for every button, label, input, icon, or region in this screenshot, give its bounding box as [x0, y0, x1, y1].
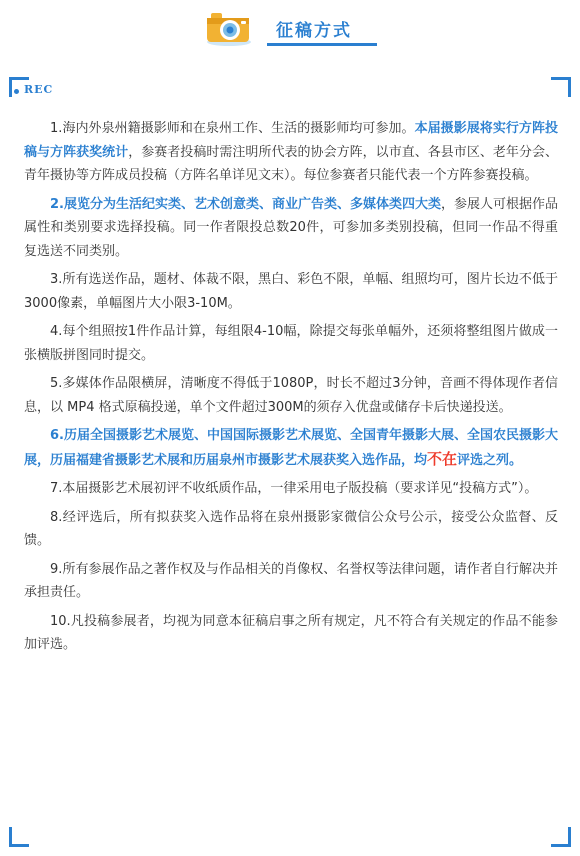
- rule-paragraph-1: [24, 117, 558, 188]
- rule-2-highlight: 2.展览分为生活纪实类、艺术创意类、商业广告类、多媒体类四大类: [50, 196, 441, 212]
- rule-1-highlight: 本届摄影展将实行方阵投稿与方阵获奖统计: [24, 121, 558, 160]
- rule-paragraph-2: [24, 193, 558, 264]
- rule-6-text-end: 评选之列。: [457, 452, 523, 468]
- rule-paragraph-3: 3.所有选送作品，题材、体裁不限，黑白、彩色不限，单幅、组照均可，图片长边不低于3000像素，单幅图片大小限3-10M。: [24, 272, 558, 311]
- rule-6-emphasis: 不在: [427, 449, 458, 468]
- rule-1-text-rest: ，参赛者投稿时需注明所代表的协会方阵，以市直、各县市区、老年分会、青年摄协等方阵成员投稿（方阵名单详见文末）。每位参赛者只能代表一个方阵参赛投稿。: [24, 144, 558, 183]
- camera-icon: [203, 6, 255, 48]
- title-underline: [267, 43, 377, 46]
- frame-corner-bottom-left: [9, 827, 29, 847]
- frame-corner-bottom-right: [551, 827, 571, 847]
- frame-corner-top-right: [551, 77, 571, 97]
- page-title: 征稿方式: [276, 21, 352, 41]
- rule-paragraph-10: 10.凡投稿参展者，均视为同意本征稿启事之所有规定，凡不符合有关规定的作品不能参加评选。: [24, 613, 558, 652]
- rule-1-text: 1.海内外泉州籍摄影师和在泉州工作、生活的摄影师均可参加。: [50, 121, 415, 136]
- section-header: [0, 0, 580, 60]
- rules-content: [24, 117, 558, 662]
- rule-paragraph-9: 9.所有参展作品之著作权及与作品相关的肖像权、名誉权等法律问题，请作者自行解决并承担责任。: [24, 561, 558, 600]
- rec-dot-icon: [14, 89, 19, 94]
- rule-paragraph-8: 8.经评选后，所有拟获奖入选作品将在泉州摄影家微信公众号公示，接受公众监督、反馈。: [24, 509, 558, 548]
- rec-label: REC: [24, 83, 54, 96]
- rule-2-text: ，参展人可根据作品属性和类别要求选择投稿。同一作者限投总数20件，可参加多类别投稿，但同一作品不得重复选送不同类别。: [24, 196, 558, 259]
- rule-paragraph-4: 4.每个组照按1件作品计算，每组限4-10幅，除提交每张单幅外，还须将整组图片做成一张横版拼图同时提交。: [24, 324, 558, 363]
- rule-paragraph-5: 5.多媒体作品限横屏，清晰度不得低于1080P，时长不超过3分钟，音画不得体现作者信息，以 MP4 格式原稿投递，单个文件超过300M的须存入优盘或储存卡后快递投送。: [24, 376, 558, 415]
- rule-6-text: 6.历届全国摄影艺术展览、中国国际摄影艺术展览、全国青年摄影大展、全国农民摄影大展，历届福建省摄影艺术展和历届泉州市摄影艺术展获奖入选作品，均: [24, 428, 558, 468]
- rule-paragraph-7: 7.本届摄影艺术展初评不收纸质作品，一律采用电子版投稿（要求详见“投稿方式”）。: [50, 481, 538, 496]
- rule-paragraph-6: [24, 424, 558, 472]
